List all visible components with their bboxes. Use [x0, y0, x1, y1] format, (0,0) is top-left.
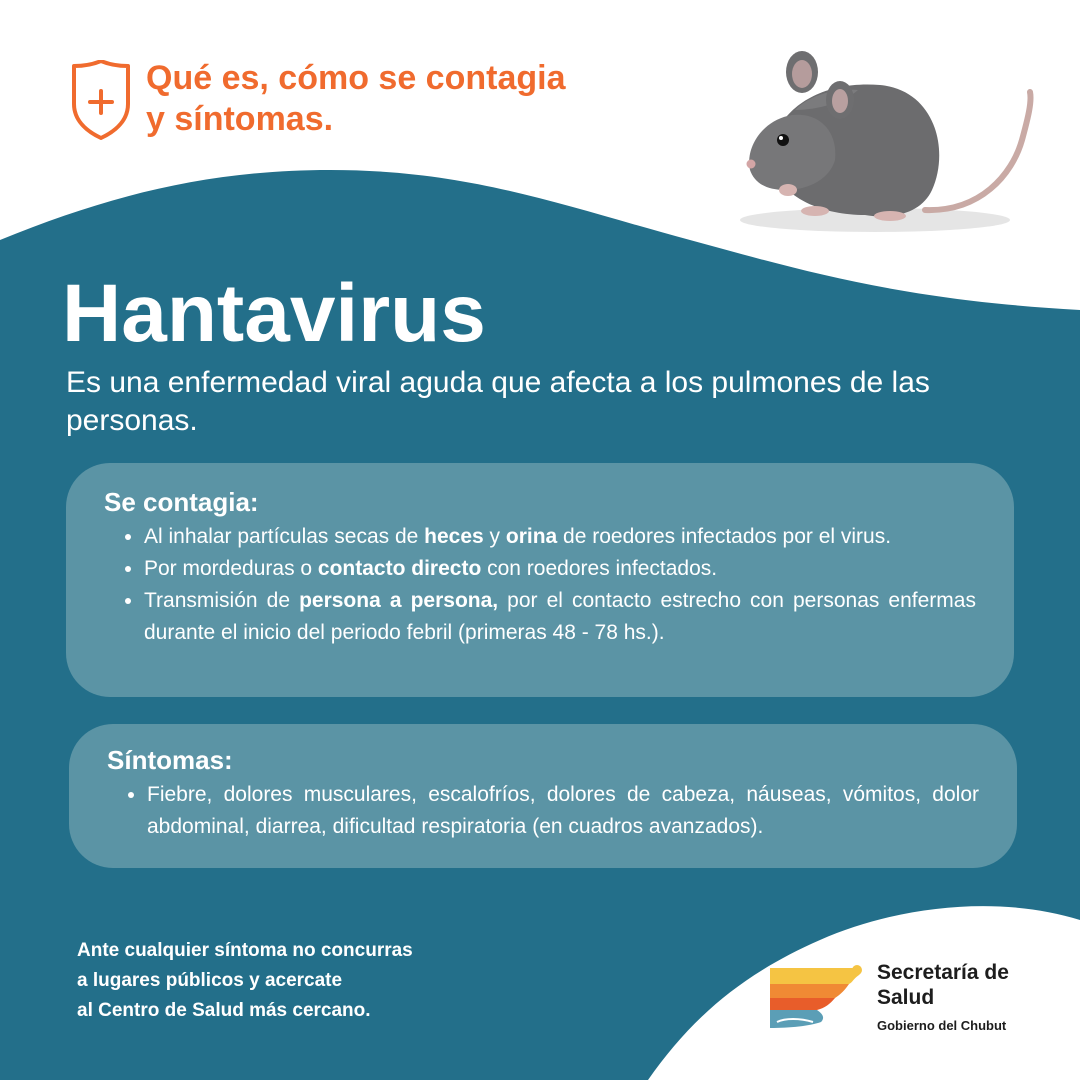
contagio-item — [144, 521, 976, 553]
org-subtitle: Gobierno del Chubut — [877, 1018, 1007, 1033]
subtitle: Es una enfermedad viral aguda que afecta a los pulmones de las personas. — [66, 366, 930, 437]
org-title: Secretaría de Salud — [877, 961, 1009, 1009]
item-text: con roedores infectados. — [481, 557, 718, 580]
shield-plus-icon — [70, 60, 132, 140]
mouse-illustration — [700, 40, 1070, 240]
item-bold-text: persona a persona, — [299, 589, 499, 612]
sintomas-item: • Fiebre, dolores musculares, escalofríos, dolores de cabeza, náuseas, vómitos, dolor abdominal, diarrea, dificultad respiratoria (en cuadros avanzados). — [147, 779, 979, 843]
item-bold-text: contacto directo — [317, 557, 482, 580]
top-title — [146, 58, 565, 140]
contagio-item — [144, 553, 976, 585]
top-title-line-2: y síntomas. — [146, 100, 334, 138]
advice-line-1: Ante cualquier síntoma no concurras — [77, 940, 413, 961]
advice-message — [77, 936, 413, 1026]
contagio-item — [144, 585, 976, 649]
item-text: Transmisión de — [144, 589, 300, 612]
item-text: de roedores infectados por el virus. — [557, 525, 892, 548]
item-text: por el contacto estrecho con personas enfermas durante el inicio del periodo febril (primeras 48 - 78 hs.). — [144, 589, 976, 644]
organization-block — [877, 960, 1047, 1033]
contagio-card — [66, 463, 1014, 697]
sintomas-heading: Síntomas: — [107, 745, 233, 775]
item-bold-text: orina — [505, 525, 558, 548]
item-text: y — [483, 525, 506, 548]
item-text: Por mordeduras o — [144, 557, 318, 580]
item-text: Al inhalar partículas secas de — [144, 525, 425, 548]
secretaria-salud-logo — [765, 962, 870, 1032]
contagio-heading: Se contagia: — [104, 487, 259, 517]
advice-line-3: al Centro de Salud más cercano. — [77, 1000, 371, 1021]
sintomas-card — [69, 724, 1017, 868]
top-title-line-1: Qué es, cómo se contagia — [146, 59, 566, 97]
main-title: Hantavirus — [62, 268, 486, 359]
advice-line-2: a lugares públicos y acercate — [77, 970, 343, 991]
item-bold-text: heces — [424, 525, 484, 548]
contagio-list — [122, 521, 976, 649]
sintomas-list — [125, 779, 979, 843]
